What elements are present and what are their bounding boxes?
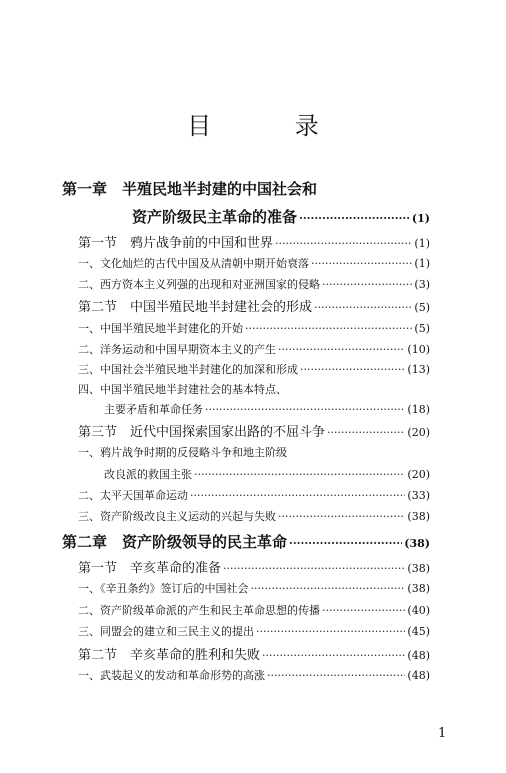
toc-entry-label: 一、文化灿烂的古代中国及从清朝中期开始衰落 [78, 257, 309, 270]
toc-entry-page: (3) [414, 278, 430, 291]
toc-entry-page: (38) [407, 510, 430, 523]
leader-dots [194, 468, 405, 481]
leader-dots [251, 582, 406, 595]
toc-entry-chapter-2 [62, 531, 430, 552]
toc-entry-label: 四、中国半殖民地半封建社会的基本特点、 [78, 383, 287, 396]
toc-entry-label: 三、中国社会半殖民地半封建化的加深和形成 [78, 363, 298, 376]
leader-dots [278, 343, 405, 356]
leader-dots [299, 208, 410, 226]
toc-entry-item [78, 255, 430, 271]
toc-entry-label: 资产阶级民主革命的准备 [132, 208, 298, 226]
toc-entry-label: 一、中国半殖民地半封建化的开始 [78, 322, 243, 335]
toc-entry-item-cont [104, 466, 430, 482]
toc-entry-item [78, 580, 430, 596]
toc-entry-label: 一、鸦片战争时期的反侵略斗争和地主阶级 [78, 446, 287, 459]
toc-entry-page: (18) [407, 403, 430, 416]
leader-dots [327, 425, 405, 440]
leader-dots [278, 510, 405, 523]
toc-entry-item [78, 320, 430, 336]
toc-entry-label: 三、资产阶级改良主义运动的兴起与失败 [78, 510, 276, 523]
leader-dots [262, 648, 405, 663]
toc-entry-label: 主要矛盾和革命任务 [104, 403, 203, 416]
toc-entry-page: (48) [407, 649, 430, 662]
toc-entry-page: (33) [407, 489, 430, 502]
toc-entry-section [78, 644, 430, 663]
toc-entry-label: 第二章 资产阶级领导的民主革命 [62, 533, 288, 551]
toc-entry-label: 第二节 辛亥革命的胜利和失败 [78, 648, 261, 663]
toc-entry-page: (20) [407, 468, 430, 481]
toc-entry-page: (5) [414, 301, 430, 314]
toc-entry-item [78, 361, 430, 377]
toc-entry-page: (10) [407, 343, 430, 356]
toc-entry-label: 第一节 辛亥革命的准备 [78, 561, 222, 576]
toc-entry-item [78, 602, 430, 618]
toc-entry-label: 二、资产阶级革命派的产生和民主革命思想的传播 [78, 604, 320, 617]
toc-entry-label: 一、《辛丑条约》签订后的中国社会 [78, 582, 249, 595]
toc-entry-page: (40) [407, 604, 430, 617]
leader-dots [311, 257, 412, 270]
toc-entry-page: (1) [411, 212, 430, 225]
toc-entry-page: (13) [407, 363, 430, 376]
leader-dots [190, 489, 405, 502]
leader-dots [322, 604, 405, 617]
leader-dots [300, 363, 405, 376]
toc-entry-page: (20) [407, 426, 430, 439]
toc-entry-page: (38) [407, 582, 430, 595]
leader-dots [245, 322, 412, 335]
leader-dots [314, 300, 412, 315]
toc-entry-item [78, 444, 430, 460]
toc-entry-item [78, 341, 430, 357]
toc-entry-label: 二、太平天国革命运动 [78, 489, 188, 502]
leader-dots [267, 669, 405, 682]
toc-entry-item [78, 508, 430, 524]
toc-entry-section [78, 421, 430, 440]
toc-entry-label: 三、同盟会的建立和三民主义的提出 [78, 625, 254, 638]
toc-entry-label: 二、西方资本主义列强的出现和对亚洲国家的侵略 [78, 278, 320, 291]
toc-entry-label: 第三节 近代中国探索国家出路的不屈斗争 [78, 425, 326, 440]
toc-title: 目 录 [187, 112, 357, 140]
toc-entry-page: (5) [414, 322, 430, 335]
toc-entry-chapter-1-cont [132, 206, 430, 227]
leader-dots [275, 236, 412, 251]
toc-entry-page: (48) [407, 669, 430, 682]
toc-entry-item [78, 276, 430, 292]
toc-entry-page: (1) [414, 257, 430, 270]
toc-entry-item [78, 487, 430, 503]
toc-entry-item [78, 381, 430, 397]
toc-entry-label: 改良派的救国主张 [104, 468, 192, 481]
page-number: 1 [438, 726, 447, 741]
toc-entry-page: (38) [407, 562, 430, 575]
toc-entry-page: (38) [404, 537, 430, 550]
toc-entry-page: (45) [407, 625, 430, 638]
leader-dots [289, 533, 402, 551]
leader-dots [322, 278, 412, 291]
toc-entry-item [78, 667, 430, 683]
toc-entry-label: 第二节 中国半殖民地半封建社会的形成 [78, 300, 313, 315]
toc-entry-label: 二、洋务运动和中国早期资本主义的产生 [78, 343, 276, 356]
toc-entry-item [78, 623, 430, 639]
toc-entry-label: 一、武装起义的发动和革命形势的高涨 [78, 669, 265, 682]
leader-dots [256, 625, 405, 638]
toc-entry-page: (1) [414, 237, 430, 250]
leader-dots [205, 403, 405, 416]
toc-entry-label: 第一节 鸦片战争前的中国和世界 [78, 236, 274, 251]
toc-entry-section [78, 557, 430, 576]
toc-entry-item-cont [104, 401, 430, 417]
toc-entry-label: 第一章 半殖民地半封建的中国社会和 [62, 180, 318, 198]
toc-entry-section [78, 296, 430, 315]
toc-entry-chapter-1 [62, 178, 432, 199]
leader-dots [223, 561, 405, 576]
toc-entry-section [78, 232, 430, 251]
